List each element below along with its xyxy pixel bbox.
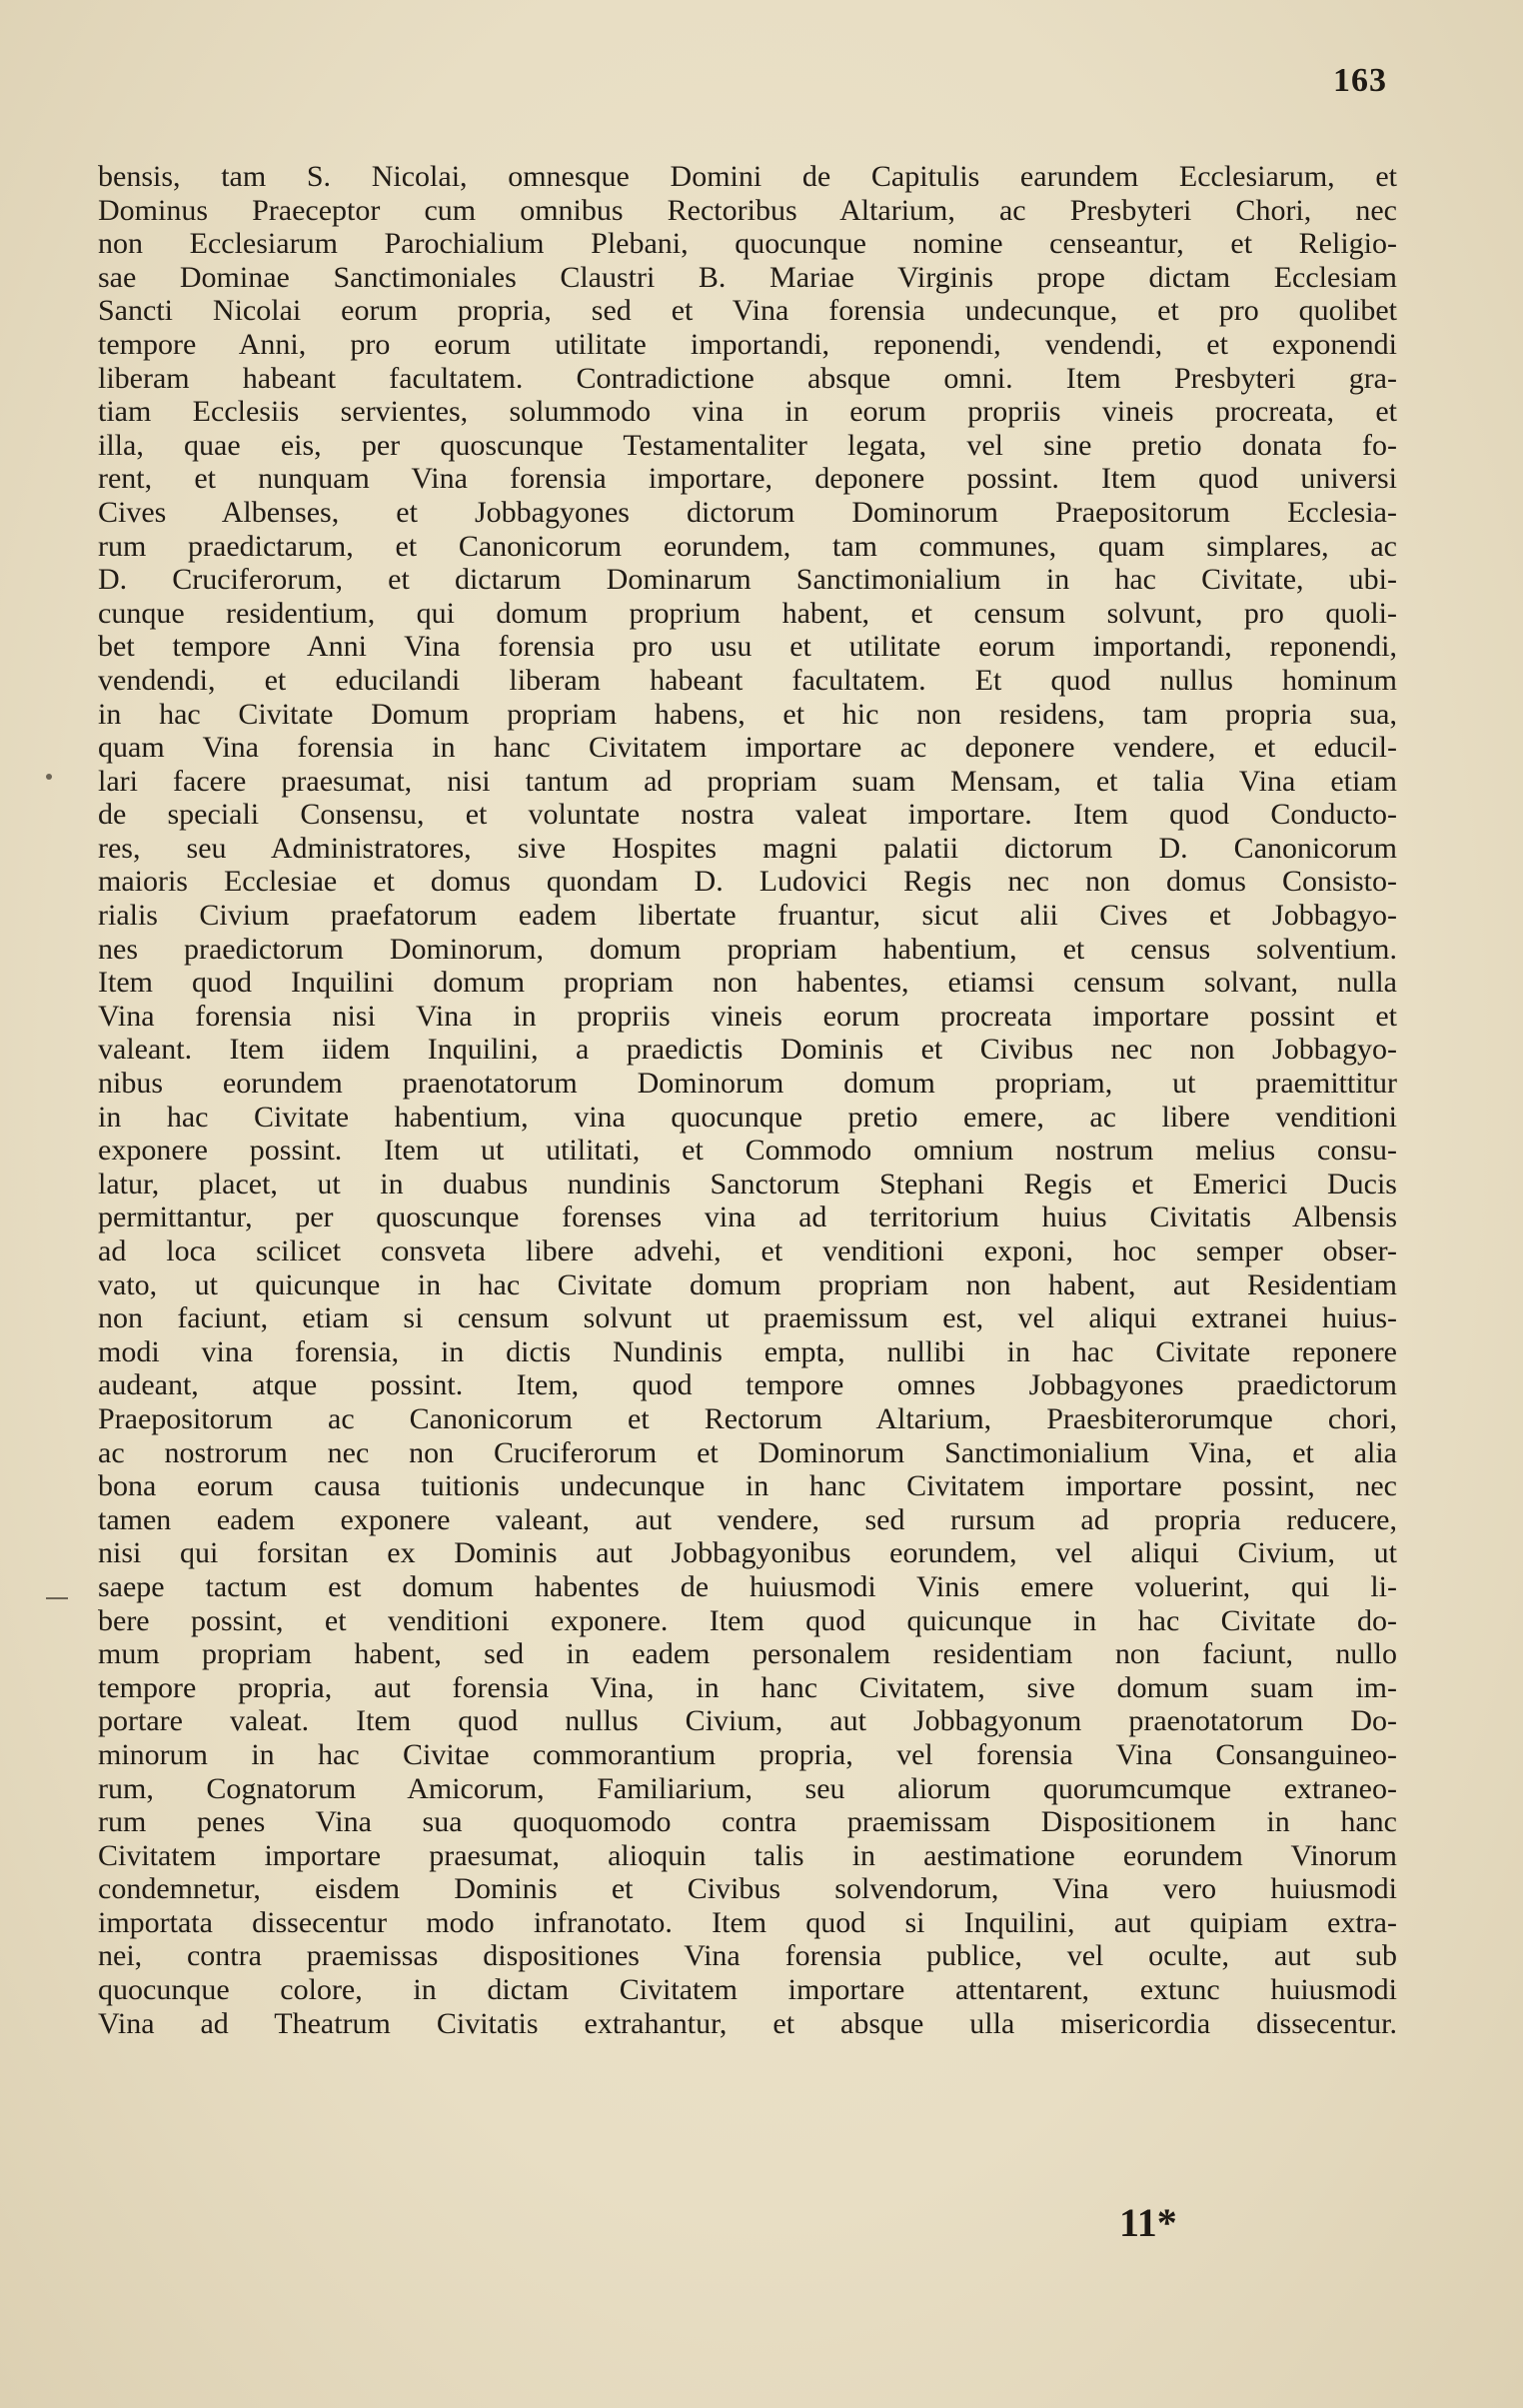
text-line: rent, et nunquam Vina forensia importare, deponere possint. Item quod universi [98, 462, 1397, 496]
text-line: rum penes Vina sua quoquomodo contra praemissam Dispositionem in hanc [98, 1805, 1397, 1839]
text-line: in hac Civitate habentium, vina quocunque pretio emere, ac libere venditioni [98, 1100, 1397, 1134]
text-line: rum, Cognatorum Amicorum, Familiarium, seu aliorum quorumcumque extraneo- [98, 1771, 1397, 1805]
text-line: nisi qui forsitan ex Dominis aut Jobbagyonibus eorundem, vel aliqui Civium, ut [98, 1536, 1397, 1570]
page-number: 163 [1333, 62, 1387, 99]
text-line: ad loca scilicet consveta libere advehi, et venditioni exponi, hoc semper obser- [98, 1234, 1397, 1267]
text-line: bere possint, et venditioni exponere. Item quod quicunque in hac Civitate do- [98, 1603, 1397, 1637]
margin-mark [46, 774, 52, 780]
text-line: vendendi, et educilandi liberam habeant facultatem. Et quod nullus hominum [98, 663, 1397, 697]
text-line: nibus eorundem praenotatorum Dominorum domum propriam, ut praemittitur [98, 1067, 1397, 1101]
text-line: Dominus Praeceptor cum omnibus Rectoribus Altarium, ac Presbyteri Chori, nec [98, 193, 1397, 227]
text-line: rum praedictarum, et Canonicorum eorundem, tam communes, quam simplares, ac [98, 529, 1397, 563]
text-line: Item quod Inquilini domum propriam non habentes, etiamsi censum solvant, nulla [98, 966, 1397, 1000]
text-line: Vina ad Theatrum Civitatis extrahantur, et absque ulla misericordia dissecentur. [98, 2006, 1397, 2040]
text-line: portare valeat. Item quod nullus Civium, aut Jobbagyonum praenotatorum Do- [98, 1704, 1397, 1738]
text-line: Sancti Nicolai eorum propria, sed et Vina forensia undecunque, et pro quolibet [98, 294, 1397, 328]
text-line: valeant. Item iidem Inquilini, a praedictis Dominis et Civibus nec non Jobbagyo- [98, 1033, 1397, 1067]
text-line: ac nostrorum nec non Cruciferorum et Dominorum Sanctimonialium Vina, et alia [98, 1435, 1397, 1469]
text-line: quocunque colore, in dictam Civitatem importare attentarent, extunc huiusmodi [98, 1973, 1397, 2007]
text-line: Civitatem importare praesumat, alioquin talis in aestimatione eorundem Vinorum [98, 1838, 1397, 1872]
text-line: minorum in hac Civitae commorantium propria, vel forensia Vina Consanguineo- [98, 1737, 1397, 1771]
text-line: non faciunt, etiam si censum solvunt ut praemissum est, vel aliqui extranei huius- [98, 1301, 1397, 1335]
text-line: saepe tactum est domum habentes de huiusmodi Vinis emere voluerint, qui li- [98, 1569, 1397, 1603]
text-line: permittantur, per quoscunque forenses vina ad territorium huius Civitatis Albensis [98, 1201, 1397, 1234]
signature-mark: 11* [1119, 2200, 1177, 2245]
text-line: liberam habeant facultatem. Contradictione absque omni. Item Presbyteri gra- [98, 361, 1397, 395]
text-line: in hac Civitate Domum propriam habens, et hic non residens, tam propria sua, [98, 697, 1397, 731]
text-line: cunque residentium, qui domum proprium habent, et censum solvunt, pro quoli- [98, 596, 1397, 630]
text-line: tamen eadem exponere valeant, aut vendere, sed rursum ad propria reducere, [98, 1502, 1397, 1536]
text-line: modi vina forensia, in dictis Nundinis empta, nullibi in hac Civitate reponere [98, 1334, 1397, 1368]
text-line: non Ecclesiarum Parochialium Plebani, quocunque nomine censeantur, et Religio- [98, 227, 1397, 261]
text-line: Praepositorum ac Canonicorum et Rectorum Altarium, Praesbiterorumque chori, [98, 1401, 1397, 1435]
margin-mark [46, 1597, 68, 1599]
text-line: nei, contra praemissas dispositiones Vina forensia publice, vel oculte, aut sub [98, 1939, 1397, 1973]
text-line: importata dissecentur modo infranotato. Item quod si Inquilini, aut quipiam extra- [98, 1905, 1397, 1939]
text-line: quam Vina forensia in hanc Civitatem importare ac deponere vendere, et educil- [98, 731, 1397, 765]
text-line: latur, placet, ut in duabus nundinis Sanctorum Stephani Regis et Emerici Ducis [98, 1167, 1397, 1201]
text-line: mum propriam habent, sed in eadem personalem residentiam non faciunt, nullo [98, 1637, 1397, 1671]
text-line: de speciali Consensu, et voluntate nostra valeat importare. Item quod Conducto- [98, 798, 1397, 832]
text-line: nes praedictorum Dominorum, domum propriam habentium, et census solventium. [98, 932, 1397, 966]
text-line: tempore propria, aut forensia Vina, in hanc Civitatem, sive domum suam im- [98, 1670, 1397, 1704]
text-line: bet tempore Anni Vina forensia pro usu et utilitate eorum importandi, reponendi, [98, 630, 1397, 664]
text-line: bona eorum causa tuitionis undecunque in hanc Civitatem importare possint, nec [98, 1469, 1397, 1503]
text-line: sae Dominae Sanctimoniales Claustri B. Mariae Virginis prope dictam Ecclesiam [98, 260, 1397, 294]
text-line: exponere possint. Item ut utilitati, et Commodo omnium nostrum melius consu- [98, 1134, 1397, 1168]
text-line: tempore Anni, pro eorum utilitate importandi, reponendi, vendendi, et exponendi [98, 327, 1397, 361]
text-line: Vina forensia nisi Vina in propriis vineis eorum procreata importare possint et [98, 999, 1397, 1033]
body-text [98, 160, 1397, 2040]
text-line: res, seu Administratores, sive Hospites magni palatii dictorum D. Canonicorum [98, 831, 1397, 865]
text-line: bensis, tam S. Nicolai, omnesque Domini de Capitulis earundem Ecclesiarum, et [98, 160, 1397, 193]
text-line: tiam Ecclesiis servientes, solummodo vina in eorum propriis vineis procreata, et [98, 395, 1397, 429]
text-line: maioris Ecclesiae et domus quondam D. Ludovici Regis nec non domus Consisto- [98, 865, 1397, 899]
text-line: condemnetur, eisdem Dominis et Civibus solvendorum, Vina vero huiusmodi [98, 1872, 1397, 1906]
text-line: Cives Albenses, et Jobbagyones dictorum Dominorum Praepositorum Ecclesia- [98, 495, 1397, 529]
text-line: rialis Civium praefatorum eadem libertate fruantur, sicut alii Cives et Jobbagyo- [98, 899, 1397, 933]
text-line: D. Cruciferorum, et dictarum Dominarum Sanctimonialium in hac Civitate, ubi- [98, 563, 1397, 597]
text-line: lari facere praesumat, nisi tantum ad propriam suam Mensam, et talia Vina etiam [98, 764, 1397, 798]
text-line: vato, ut quicunque in hac Civitate domum propriam non habent, aut Residentiam [98, 1267, 1397, 1301]
text-line: illa, quae eis, per quoscunque Testamentaliter legata, vel sine pretio donata fo- [98, 428, 1397, 462]
text-line: audeant, atque possint. Item, quod tempore omnes Jobbagyones praedictorum [98, 1368, 1397, 1402]
